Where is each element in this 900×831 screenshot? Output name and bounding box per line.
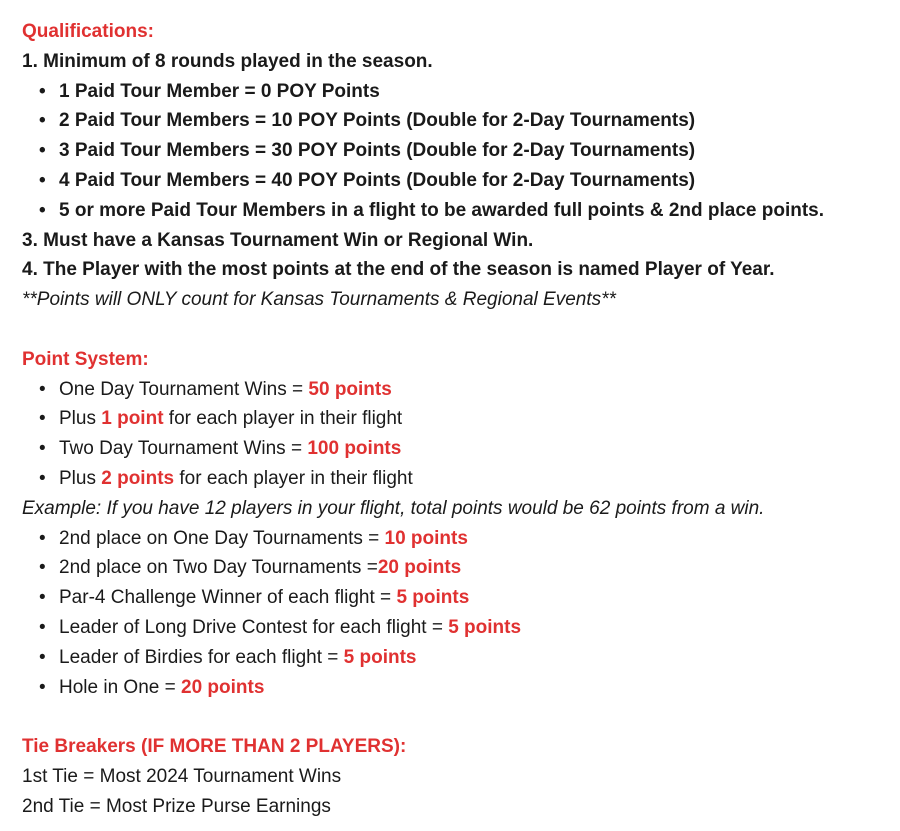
point-bullet-value: 5 points	[448, 616, 522, 638]
tie-breaker-line: 1st Tie = Most 2024 Tournament Wins	[22, 765, 342, 787]
qualification-bullet-text: 2 Paid Tour Members = 10 POY Points (Double for 2-Day Tournaments)	[59, 110, 696, 132]
point-bullet: • 2nd place on Two Day Tournaments =20 points	[39, 557, 462, 579]
point-bullet: • Leader of Long Drive Contest for each flight = 5 points	[39, 616, 522, 638]
point-bullet-pre: Plus	[59, 408, 102, 430]
point-bullet-pre: Plus	[59, 467, 102, 489]
point-bullet-pre: 2nd place on One Day Tournaments =	[59, 527, 385, 549]
point-bullet: • Hole in One = 20 points	[39, 676, 265, 698]
point-bullet-pre: Leader of Birdies for each flight =	[59, 646, 344, 668]
point-bullet-pre: Par-4 Challenge Winner of each flight =	[59, 587, 397, 609]
qualification-item-1: 1. Minimum of 8 rounds played in the season.	[22, 50, 433, 72]
qualification-bullet-text: 4 Paid Tour Members = 40 POY Points (Double for 2-Day Tournaments)	[59, 169, 696, 191]
point-bullet-pre: Hole in One =	[59, 676, 181, 698]
qualification-bullet-text: 1 Paid Tour Member = 0 POY Points	[59, 80, 380, 102]
point-bullet-value: 5 points	[396, 587, 470, 609]
point-bullet-pre: Two Day Tournament Wins =	[59, 438, 308, 460]
point-bullet: • Leader of Birdies for each flight = 5 points	[39, 646, 417, 668]
point-system-heading: Point System:	[22, 348, 149, 370]
point-bullet-pre: 2nd place on Two Day Tournaments =	[59, 557, 378, 579]
point-bullet-value: 50 points	[308, 378, 392, 400]
point-bullet-pre: Leader of Long Drive Contest for each flight =	[59, 616, 449, 638]
point-bullet: • Par-4 Challenge Winner of each flight = 5 points	[39, 587, 470, 609]
point-bullet-value: 20 points	[377, 557, 462, 579]
qualification-item-3: 3. Must have a Kansas Tournament Win or Regional Win.	[22, 229, 534, 251]
qualifications-heading: Qualifications:	[22, 21, 154, 42]
point-bullet-value: 1 point	[101, 408, 164, 430]
point-bullet-post: for each player in their flight	[174, 467, 413, 489]
section-spacer	[22, 702, 900, 732]
qualification-note: **Points will ONLY count for Kansas Tournaments & Regional Events**	[22, 289, 616, 311]
point-bullet-value: 2 points	[101, 467, 175, 489]
point-bullet: • Two Day Tournament Wins = 100 points	[39, 438, 402, 460]
point-bullet-value: 10 points	[384, 527, 468, 549]
qualification-bullet: • 1 Paid Tour Member = 0 POY Points	[39, 80, 380, 102]
point-bullet-value: 5 points	[343, 646, 417, 668]
point-bullet-value: 20 points	[181, 676, 265, 698]
qualification-bullet-text: 5 or more Paid Tour Members in a flight to be awarded full points & 2nd place points.	[59, 199, 825, 221]
qualification-bullet: • 2 Paid Tour Members = 10 POY Points (Double for 2-Day Tournaments)	[39, 110, 696, 132]
qualification-bullet: • 4 Paid Tour Members = 40 POY Points (Double for 2-Day Tournaments)	[39, 169, 696, 191]
section-spacer	[22, 315, 900, 345]
point-example: Example: If you have 12 players in your flight, total points would be 62 points from a win.	[22, 497, 765, 519]
point-bullet: • Plus 1 point for each player in their flight	[39, 408, 403, 430]
qualification-bullet: • 3 Paid Tour Members = 30 POY Points (Double for 2-Day Tournaments)	[39, 140, 696, 162]
point-bullet-value: 100 points	[307, 438, 402, 460]
tie-breaker-line: 2nd Tie = Most Prize Purse Earnings	[22, 795, 331, 817]
point-bullet-post: for each player in their flight	[163, 408, 403, 430]
point-bullet: • One Day Tournament Wins = 50 points	[39, 378, 392, 400]
point-bullet: • Plus 2 points for each player in their flight	[39, 467, 413, 489]
point-bullet: • 2nd place on One Day Tournaments = 10 points	[39, 527, 468, 549]
qualification-item-4: 4. The Player with the most points at the end of the season is named Player of Year.	[22, 259, 775, 281]
qualification-bullet: • 5 or more Paid Tour Members in a flight to be awarded full points & 2nd place points.	[39, 199, 825, 221]
tie-breakers-heading: Tie Breakers (IF MORE THAN 2 PLAYERS):	[22, 736, 407, 758]
qualification-bullet-text: 3 Paid Tour Members = 30 POY Points (Double for 2-Day Tournaments)	[59, 140, 696, 162]
point-bullet-pre: One Day Tournament Wins =	[59, 378, 309, 400]
